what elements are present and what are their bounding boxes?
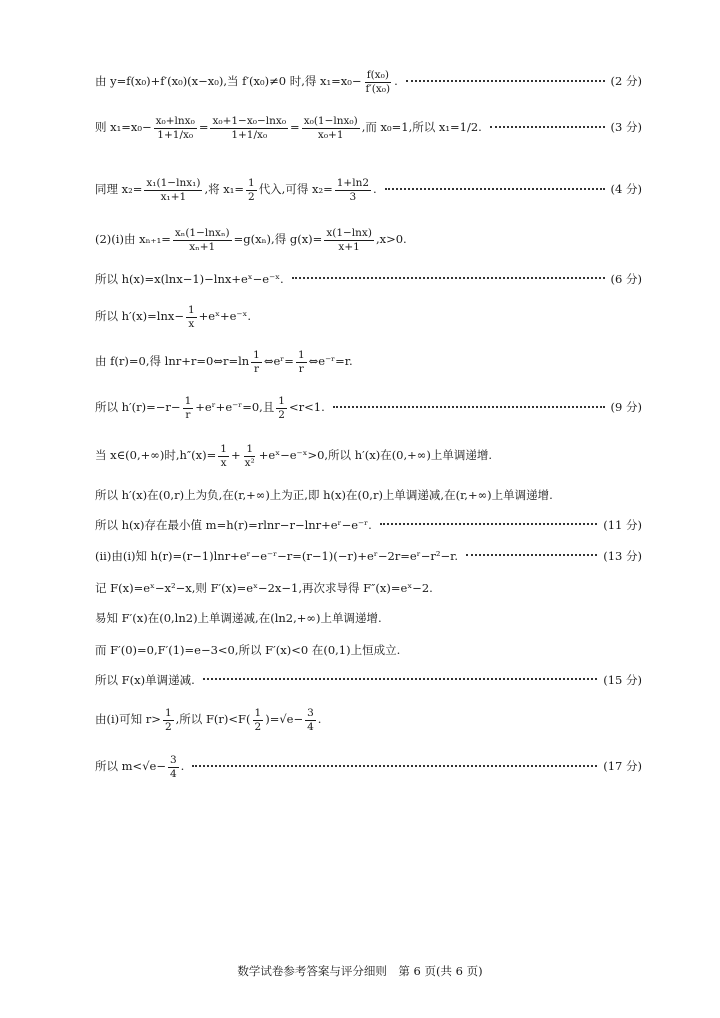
leader-dots bbox=[406, 80, 605, 82]
line-3-mid: ,将 x₁= bbox=[204, 182, 244, 197]
fraction-denominator: 1+1/x₀ bbox=[157, 128, 194, 141]
fraction bbox=[246, 178, 257, 202]
fraction bbox=[144, 178, 202, 202]
score-label: (13 分) bbox=[603, 549, 642, 563]
line-12-text: (ii)由(i)知 h(r)=(r−1)lnr+eʳ−e⁻ʳ−r=(r−1)(−r)+eʳ−2r=eʳ−r²−r. bbox=[95, 549, 458, 563]
fraction-numerator: 1 bbox=[246, 443, 254, 455]
line-16 bbox=[95, 675, 642, 687]
line-9-mid: + bbox=[230, 448, 241, 463]
line-3-tail: . bbox=[373, 182, 377, 197]
leader-dots bbox=[203, 678, 597, 680]
line-10 bbox=[95, 490, 642, 502]
line-18 bbox=[95, 755, 642, 779]
line-17-mid: ,所以 F(r)<F( bbox=[175, 712, 251, 727]
line-7-mid: ⇔eʳ= bbox=[263, 354, 294, 369]
fraction bbox=[168, 755, 179, 779]
line-3-mid: 代入,可得 x₂= bbox=[258, 182, 333, 197]
fraction-numerator: 1 bbox=[164, 707, 172, 719]
fraction-denominator: x bbox=[220, 456, 227, 469]
fraction-denominator: x₀+1 bbox=[317, 128, 344, 141]
line-18-tail: . bbox=[180, 759, 185, 774]
score-label: (6 分) bbox=[610, 272, 642, 286]
fraction-numerator: 1 bbox=[248, 177, 255, 189]
line-5 bbox=[95, 274, 642, 286]
fraction-numerator: 1 bbox=[184, 395, 192, 407]
fraction-numerator: 3 bbox=[307, 707, 314, 719]
fraction-numerator: 1 bbox=[220, 443, 227, 455]
line-11 bbox=[95, 520, 642, 532]
leader-dots bbox=[466, 554, 597, 556]
line-2 bbox=[95, 116, 642, 140]
fraction-denominator: x bbox=[188, 317, 195, 330]
fraction bbox=[163, 708, 174, 732]
fraction bbox=[173, 228, 232, 252]
score-label: (11 分) bbox=[603, 518, 642, 532]
fraction bbox=[251, 350, 262, 374]
fraction-numerator: x(1−lnx) bbox=[326, 227, 372, 239]
fraction bbox=[296, 350, 307, 374]
fraction-numerator: 1+ln2 bbox=[336, 177, 370, 189]
line-5-text: 所以 h(x)=x(lnx−1)−lnx+eˣ−e⁻ˣ. bbox=[95, 272, 284, 286]
fraction bbox=[210, 116, 288, 140]
fraction-denominator: xₙ+1 bbox=[189, 240, 216, 253]
leader-dots bbox=[333, 406, 605, 408]
fraction bbox=[253, 708, 264, 732]
fraction-denominator: r bbox=[185, 408, 191, 421]
fraction bbox=[276, 396, 287, 420]
fraction-denominator: 2 bbox=[248, 190, 255, 203]
line-4-mid: =g(xₙ),得 g(x)= bbox=[233, 232, 323, 247]
line-13-text: 记 F(x)=eˣ−x²−x,则 F′(x)=eˣ−2x−1,再次求导得 F″(x)=eˣ−2. bbox=[95, 581, 433, 595]
line-1 bbox=[95, 70, 642, 94]
line-17-tail: . bbox=[317, 712, 322, 727]
fraction-denominator: x₁+1 bbox=[160, 190, 187, 203]
line-9-tail: +eˣ−e⁻ˣ>0,所以 h′(x)在(0,+∞)上单调递增. bbox=[258, 448, 493, 463]
line-17-text: 由(i)可知 r> bbox=[95, 712, 161, 727]
line-10-text: 所以 h′(x)在(0,r)上为负,在(r,+∞)上为正,即 h(x)在(0,r)上单调递减,在(r,+∞)上单调递增. bbox=[95, 488, 553, 502]
line-16-text: 所以 F(x)单调递减. bbox=[95, 673, 195, 687]
line-18-text: 所以 m<√e− bbox=[95, 759, 166, 774]
fraction-numerator: f(x₀) bbox=[366, 69, 389, 81]
fraction bbox=[218, 444, 229, 468]
fraction-denominator: x² bbox=[244, 456, 255, 469]
fraction-numerator: 1 bbox=[278, 395, 285, 407]
line-7-tail: ⇔e⁻ʳ=r. bbox=[308, 354, 353, 369]
fraction-denominator: 4 bbox=[307, 720, 314, 733]
score-label: (3 分) bbox=[610, 120, 642, 135]
line-14 bbox=[95, 613, 642, 625]
fraction bbox=[183, 396, 194, 420]
fraction-numerator: xₙ(1−lnxₙ) bbox=[174, 227, 230, 239]
line-17 bbox=[95, 708, 642, 732]
fraction-numerator: 3 bbox=[169, 754, 177, 766]
fraction bbox=[243, 444, 257, 468]
fraction bbox=[305, 708, 316, 732]
fraction-numerator: 1 bbox=[297, 349, 305, 361]
score-label: (2 分) bbox=[610, 74, 642, 89]
score-label: (17 分) bbox=[603, 759, 642, 774]
fraction-numerator: 1 bbox=[187, 304, 195, 316]
leader-dots bbox=[490, 126, 605, 128]
line-8-mid: +eʳ+e⁻ʳ=0,且 bbox=[195, 400, 275, 415]
leader-dots bbox=[292, 277, 605, 279]
fraction-denominator: 2 bbox=[164, 720, 172, 733]
fraction-numerator: x₁(1−lnx₁) bbox=[146, 177, 201, 189]
line-8-text: 所以 h′(r)=−r− bbox=[95, 400, 181, 415]
line-6-text: 所以 h′(x)=lnx− bbox=[95, 309, 184, 324]
line-2-tail: ,而 x₀=1,所以 x₁=1/2. bbox=[361, 120, 482, 135]
fraction-denominator: f′(x₀) bbox=[365, 82, 391, 95]
fraction-denominator: 1+1/x₀ bbox=[231, 128, 268, 141]
line-11-text: 所以 h(x)存在最小值 m=h(r)=rlnr−r−lnr+eʳ−e⁻ʳ. bbox=[95, 518, 372, 532]
score-label: (9 分) bbox=[610, 400, 642, 415]
fraction-denominator: 3 bbox=[349, 190, 357, 203]
line-6-tail: +eˣ+e⁻ˣ. bbox=[198, 309, 252, 324]
leader-dots bbox=[192, 765, 597, 767]
line-7-text: 由 f(r)=0,得 lnr+r=0⇔r=ln bbox=[95, 354, 250, 369]
fraction-denominator: r bbox=[254, 362, 260, 375]
line-12 bbox=[95, 551, 642, 563]
fraction-denominator: x+1 bbox=[338, 240, 360, 253]
score-label: (15 分) bbox=[603, 673, 642, 687]
line-9-text: 当 x∈(0,+∞)时,h″(x)= bbox=[95, 448, 217, 463]
line-17-mid: )=√e− bbox=[265, 712, 304, 727]
line-13 bbox=[95, 583, 642, 595]
leader-dots bbox=[385, 188, 605, 190]
fraction bbox=[364, 70, 393, 94]
line-9 bbox=[95, 444, 642, 468]
fraction-denominator: r bbox=[298, 362, 304, 375]
fraction-numerator: x₀+lnx₀ bbox=[155, 115, 195, 127]
fraction-numerator: x₀+1−x₀−lnx₀ bbox=[212, 115, 287, 127]
line-3 bbox=[95, 178, 642, 202]
fraction bbox=[154, 116, 197, 140]
line-1-tail: . bbox=[394, 74, 398, 89]
fraction-denominator: 4 bbox=[169, 767, 177, 780]
fraction bbox=[335, 178, 371, 202]
leader-dots bbox=[380, 523, 597, 525]
line-4-tail: ,x>0. bbox=[375, 232, 407, 247]
line-4-text: (2)(i)由 xₙ₊₁= bbox=[95, 232, 171, 247]
line-2-mid: = bbox=[198, 120, 209, 135]
line-14-text: 易知 F′(x)在(0,ln2)上单调递减,在(ln2,+∞)上单调递增. bbox=[95, 611, 382, 625]
score-label: (4 分) bbox=[610, 182, 642, 197]
fraction-denominator: 2 bbox=[254, 720, 262, 733]
fraction bbox=[186, 305, 197, 329]
fraction-numerator: x₀(1−lnx₀) bbox=[303, 115, 358, 127]
line-8 bbox=[95, 396, 642, 420]
fraction-numerator: 1 bbox=[254, 707, 262, 719]
line-6 bbox=[95, 305, 642, 329]
line-4 bbox=[95, 228, 642, 252]
line-3-text: 同理 x₂= bbox=[95, 182, 143, 197]
line-15-text: 而 F′(0)=0,F′(1)=e−3<0,所以 F′(x)<0 在(0,1)上恒成立. bbox=[95, 643, 401, 657]
line-8-tail: <r<1. bbox=[288, 400, 325, 415]
fraction bbox=[324, 228, 374, 252]
fraction-denominator: 2 bbox=[278, 408, 285, 421]
line-15 bbox=[95, 645, 642, 657]
line-7 bbox=[95, 350, 642, 374]
line-1-text: 由 y=f(x₀)+f′(x₀)(x−x₀),当 f′(x₀)≠0 时,得 x₁=x₀− bbox=[95, 74, 362, 89]
fraction-numerator: 1 bbox=[253, 349, 260, 361]
line-2-mid: = bbox=[290, 120, 300, 135]
line-2-text: 则 x₁=x₀− bbox=[95, 120, 152, 135]
page-footer: 数学试卷参考答案与评分细则 第 6 页(共 6 页) bbox=[237, 964, 483, 978]
fraction bbox=[302, 116, 360, 140]
